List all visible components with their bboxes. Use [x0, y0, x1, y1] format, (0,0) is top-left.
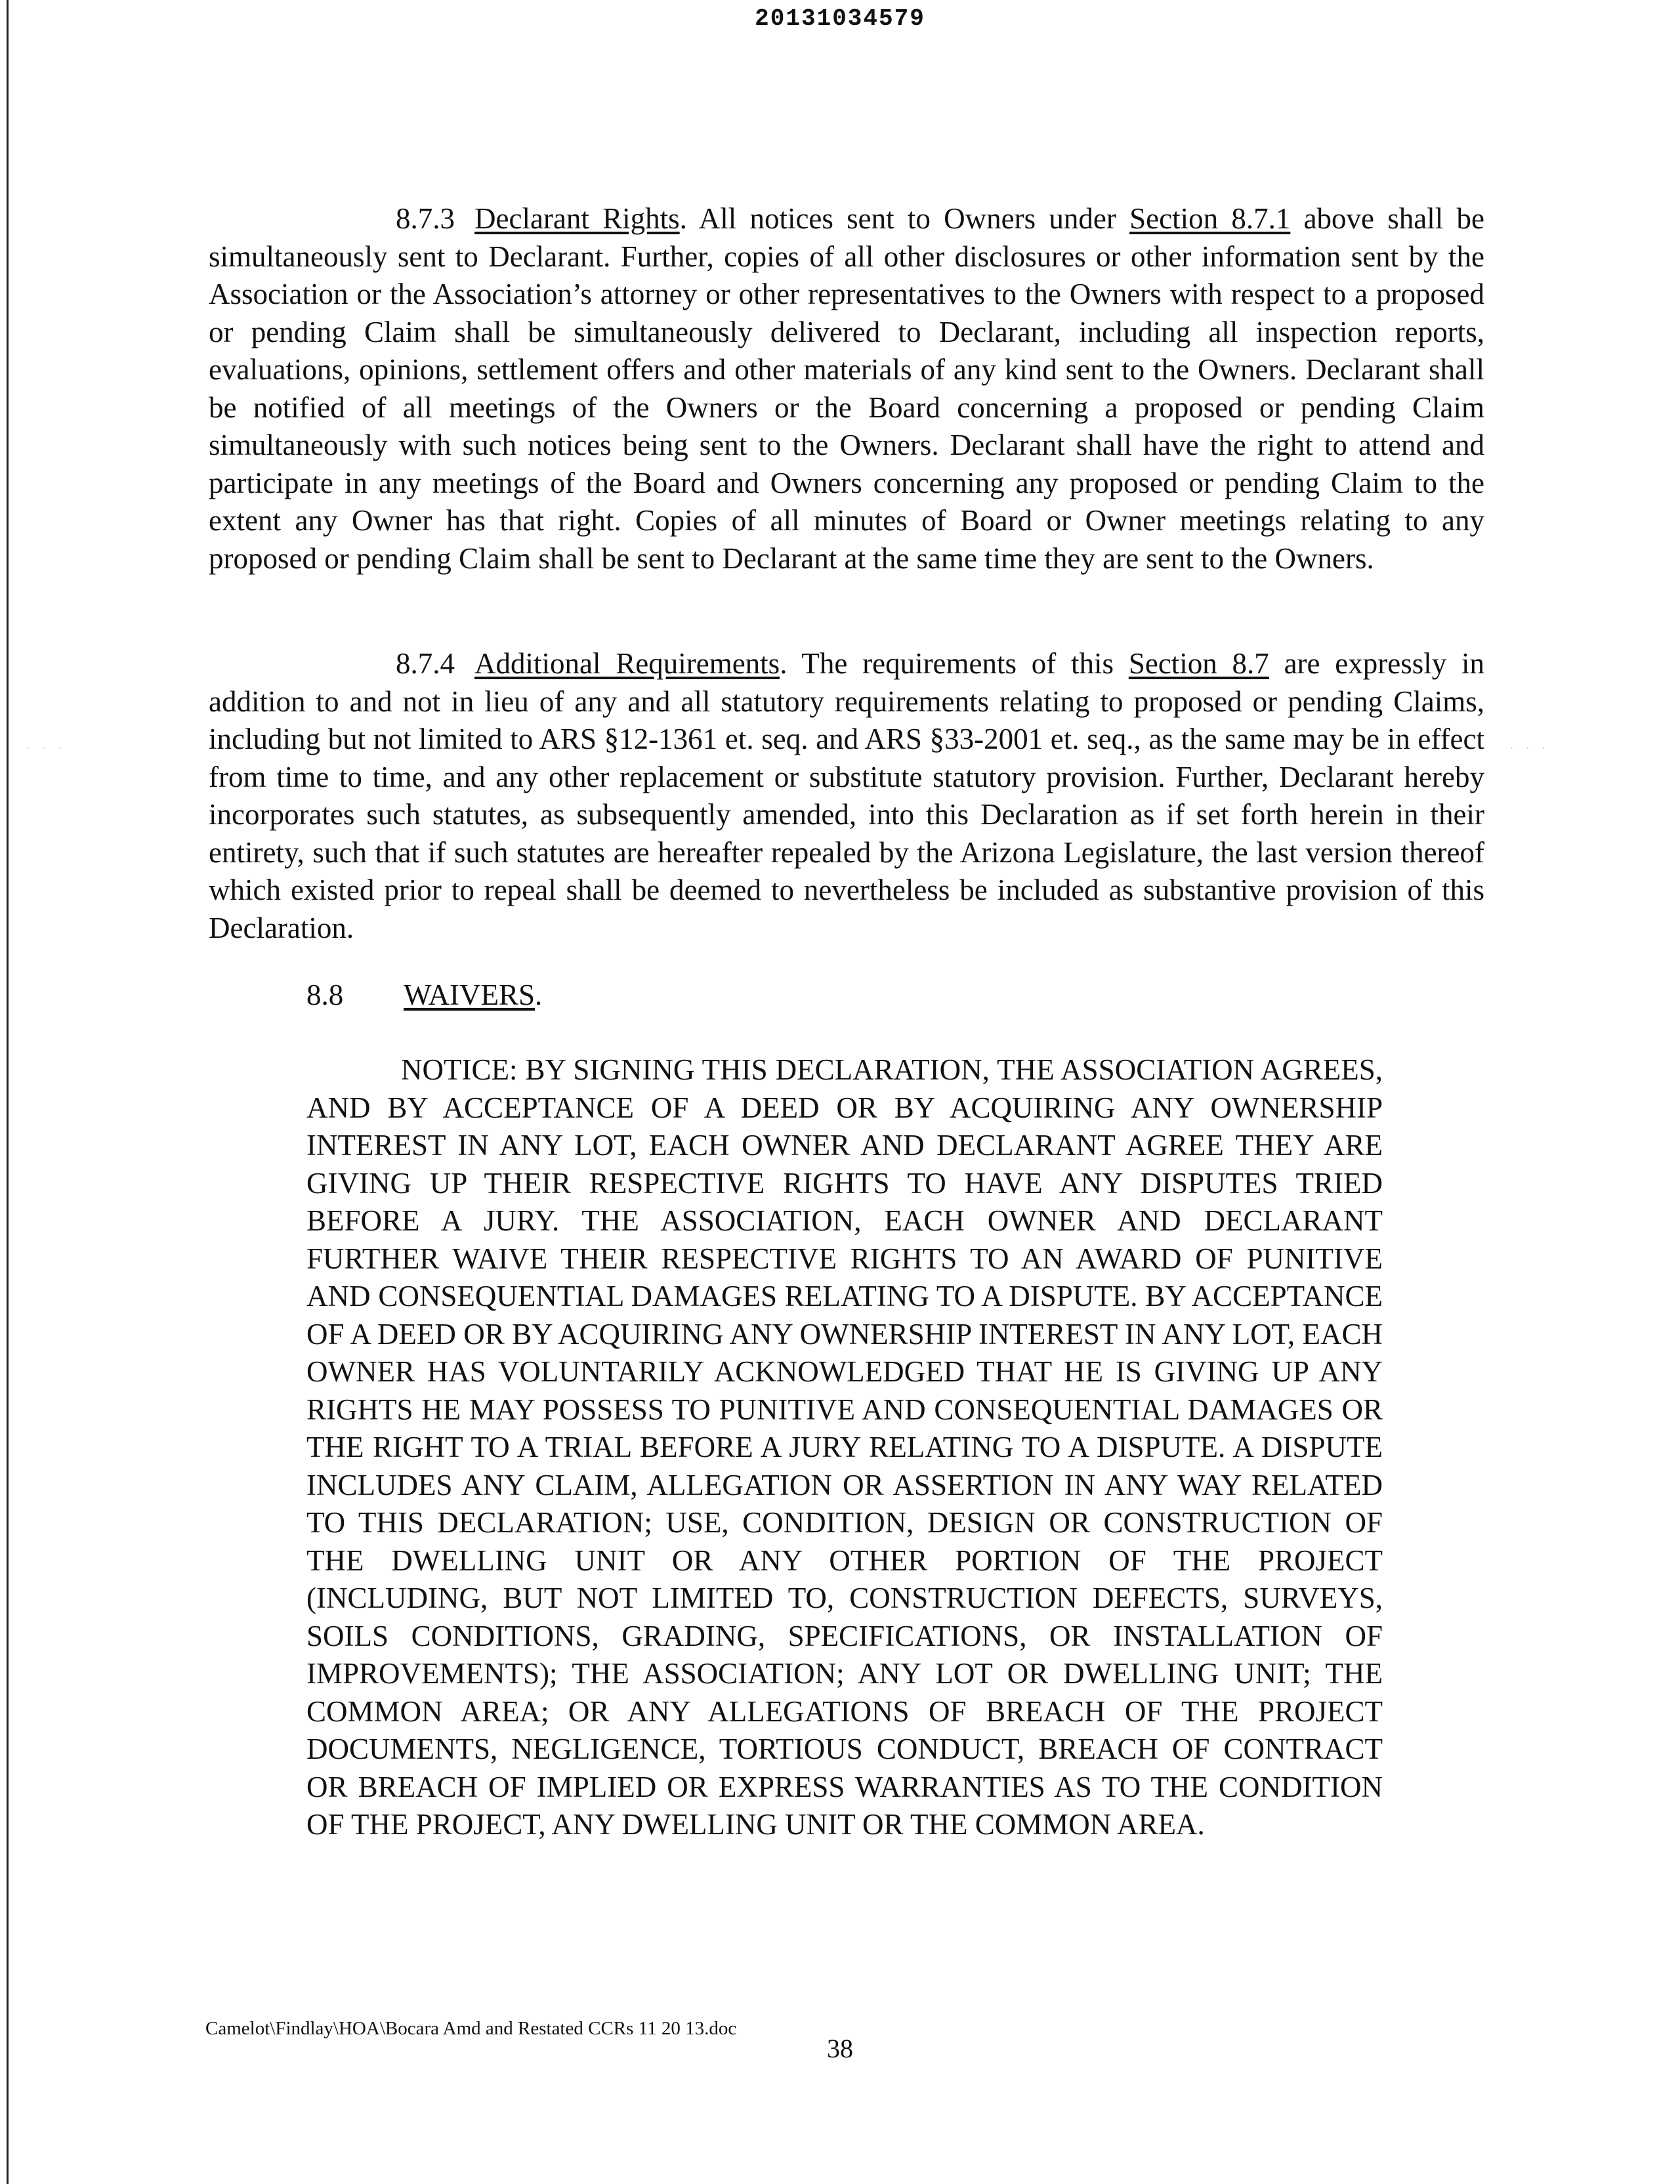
page-number: 38: [827, 2034, 853, 2063]
paragraph-number: 8.7.3: [396, 202, 455, 235]
paragraph-8-7-3: [209, 200, 1484, 578]
paragraph-title: Declarant Rights: [474, 202, 680, 235]
section-8-8-heading: [306, 976, 542, 1015]
paragraph-number: 8.7.4: [396, 647, 455, 680]
paragraph-text: . The requirements of this: [780, 647, 1129, 680]
section-number: 8.8: [306, 978, 344, 1011]
scan-artifact: · · ·: [1509, 740, 1550, 755]
section-reference: Section 8.7.1: [1129, 202, 1291, 235]
waiver-notice-text: NOTICE: BY SIGNING THIS DECLARATION, THE ASSOCIATION AGREES, AND BY ACCEPTANCE OF A DEED OR BY ACQUIRING ANY OWNERSHIP INTEREST IN ANY LOT, EACH OWNER AND DECLARANT AGREE THEY ARE GIVING UP THEIR RESPECTIVE RIGHTS TO HAVE ANY DISPUTES TRIED BEFORE A JURY. THE ASSOCIATION, EACH OWNER AND DECLARANT FURTHER WAIVE THEIR RESPECTIVE RIGHTS TO AN AWARD OF PUNITIVE AND CONSEQUENTIAL DAMAGES RELATING TO A DISPUTE. BY ACCEPTANCE OF A DEED OR BY ACQUIRING ANY OWNERSHIP INTEREST IN ANY LOT, EACH OWNER HAS VOLUNTARILY ACKNOWLEDGED THAT HE IS GIVING UP ANY RIGHTS HE MAY POSSESS TO PUNITIVE AND CONSEQUENTIAL DAMAGES OR THE RIGHT TO A TRIAL BEFORE A JURY RELATING TO A DISPUTE. A DISPUTE INCLUDES ANY CLAIM, ALLEGATION OR ASSERTION IN ANY WAY RELATED TO THIS DECLARATION; USE, CONDITION, DESIGN OR CONSTRUCTION OF THE DWELLING UNIT OR ANY OTHER PORTION OF THE PROJECT (INCLUDING, BUT NOT LIMITED TO, CONSTRUCTION DEFECTS, SURVEYS, SOILS CONDITIONS, GRADING, SPECIFICATIONS, OR INSTALLATION OF IMPROVEMENTS); THE ASSOCIATION; ANY LOT OR DWELLING UNIT; THE COMMON AREA; OR ANY ALLEGATIONS OF BREACH OF THE PROJECT DOCUMENTS, NEGLIGENCE, TORTIOUS CONDUCT, BREACH OF CONTRACT OR BREACH OF IMPLIED OR EXPRESS WARRANTIES AS TO THE CONDITION OF THE PROJECT, ANY DWELLING UNIT OR THE COMMON AREA.: [306, 1053, 1383, 1841]
paragraph-8-7-4: [209, 645, 1484, 947]
paragraph-title: Additional Requirements: [474, 647, 780, 680]
footer-file-path: Camelot\Findlay\HOA\Bocara Amd and Restated CCRs 11 20 13.doc: [205, 2018, 737, 2039]
paragraph-text: above shall be simultaneously sent to Declarant. Further, copies of all other disclosures or other information sent by the Association or the Association’s attorney or other representatives to the Owners with respect to a proposed or pending Claim shall be simultaneously delivered to Declarant, including all inspection reports, evaluations, opinions, settlement offers and other materials of any kind sent to the Owners. Declarant shall be notified of all meetings of the Owners or the Board concerning a proposed or pending Claim simultaneously with such notices being sent to the Owners. Declarant shall have the right to attend and participate in any meetings of the Board and Owners concerning any proposed or pending Claim to the extent any Owner has that right. Copies of all minutes of Board or Owner meetings relating to any proposed or pending Claim shall be sent to Declarant at the same time they are sent to the Owners.: [209, 202, 1484, 575]
scan-edge-line: [7, 0, 9, 2184]
section-title: WAIVERS: [404, 978, 535, 1011]
paragraph-text: . All notices sent to Owners under: [679, 202, 1130, 235]
waiver-notice: [306, 1051, 1383, 1844]
section-title-suffix: .: [535, 978, 543, 1011]
paragraph-text: are expressly in addition to and not in lieu of any and all statutory requirements relating to proposed or pending Claims, including but not limited to ARS §12-1361 et. seq. and ARS §33-2001 et. seq., as the same may be in effect from time to time, and any other replacement or substitute statutory provision. Further, Declarant hereby incorporates such statutes, as subsequently amended, into this Declaration as if set forth herein in their entirety, such that if such statutes are hereafter repealed by the Arizona Legislature, the last version thereof which existed prior to repeal shall be deemed to nevertheless be included as substantive provision of this Declaration.: [209, 647, 1484, 944]
scan-artifact: · · ·: [26, 740, 67, 755]
document-number: 20131034579: [755, 5, 925, 32]
section-reference: Section 8.7: [1128, 647, 1269, 680]
